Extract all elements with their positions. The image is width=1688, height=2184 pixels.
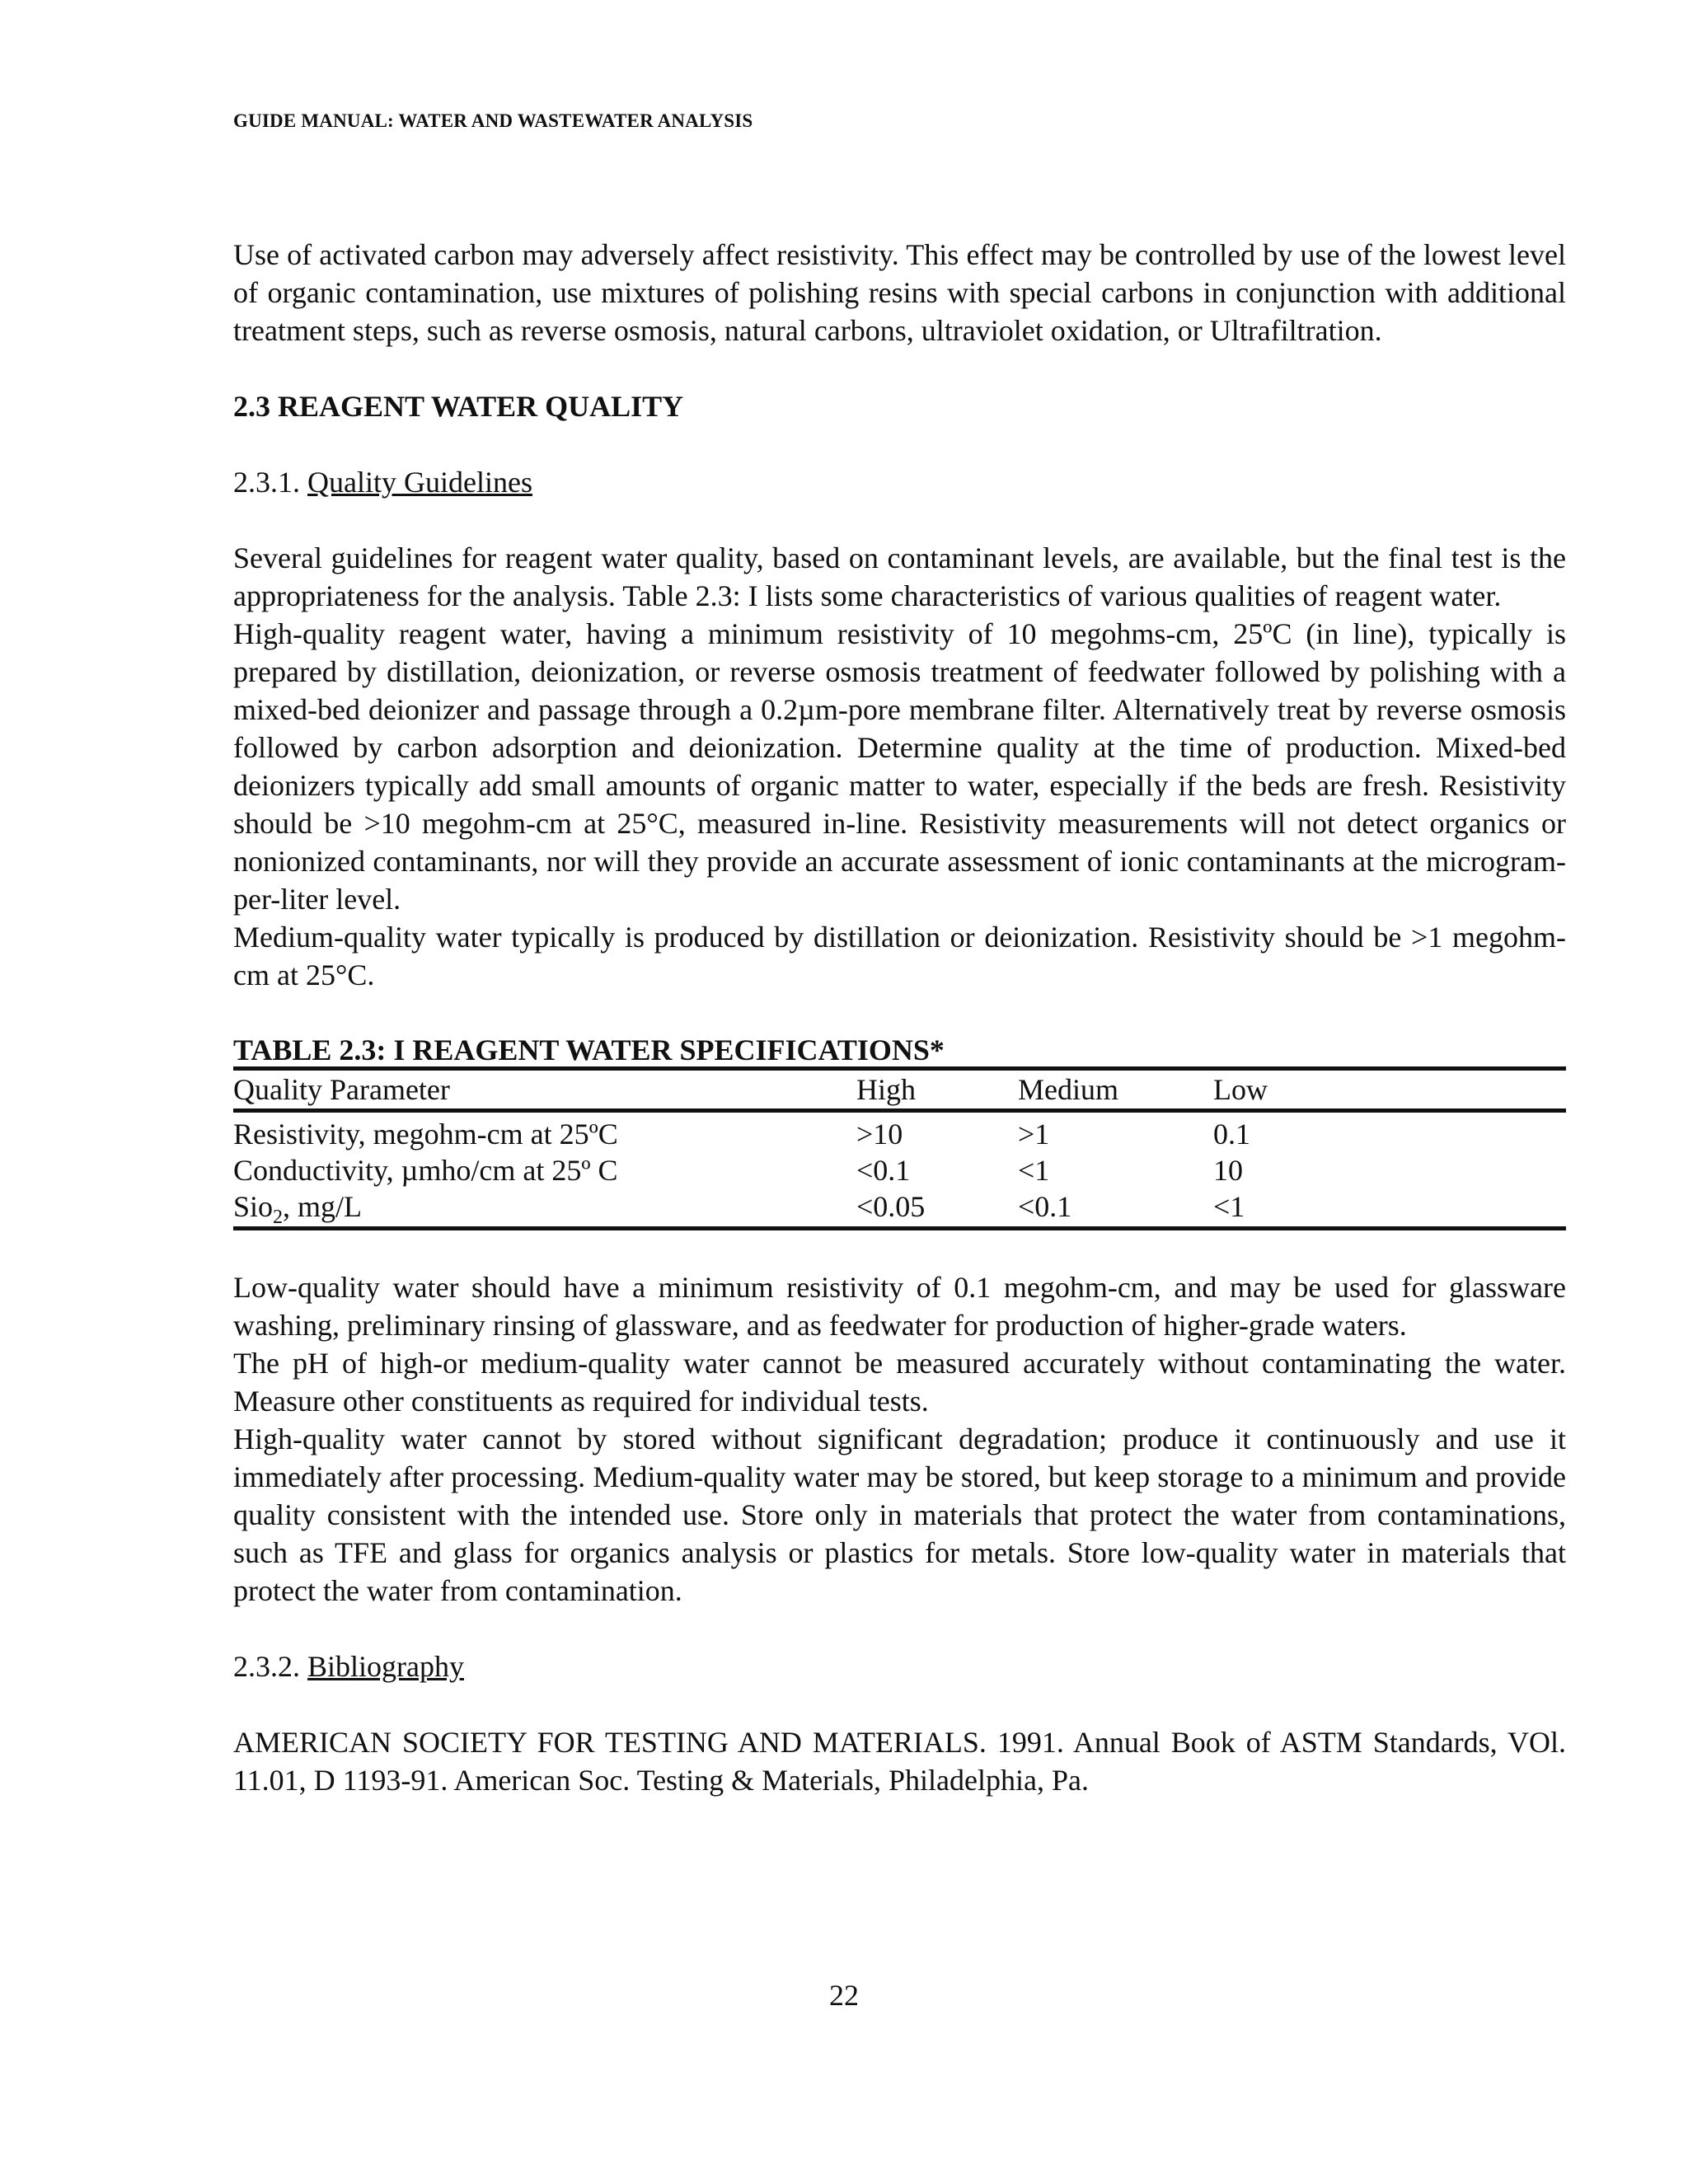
spec-table-block [233, 1033, 1566, 1230]
paragraph-ph: The pH of high-or medium-quality water cannot be measured accurately without contaminating the water. Measure other constituents as required for individual tests. [233, 1347, 1566, 1418]
table-cell-text: Sio [233, 1190, 274, 1223]
table-header-row [233, 1069, 1566, 1111]
table-cell: >10 [856, 1118, 903, 1151]
subsection-number: 2.3.1. [233, 466, 307, 499]
table-cell: 0.1 [1213, 1118, 1250, 1151]
table-cell-suffix: , mg/L [283, 1190, 363, 1223]
table-cell: <0.1 [1018, 1188, 1213, 1229]
table-cell: Resistivity, megohm-cm at 25ºC [233, 1118, 618, 1151]
table-row [233, 1111, 1566, 1153]
running-head: GUIDE MANUAL: WATER AND WASTEWATER ANALYSIS [233, 110, 753, 131]
table-cell: 10 [1213, 1154, 1243, 1187]
paragraph-guidelines: Several guidelines for reagent water quality, based on contaminant levels, are available, but the final test is the appropriateness for the analysis. Table 2.3: I lists some characteristics of various qualities of reagent water. [233, 541, 1566, 612]
table-cell-subscript: 2 [273, 1207, 284, 1229]
table-title: TABLE 2.3: I REAGENT WATER SPECIFICATIONS* [233, 1033, 945, 1066]
subsection-number: 2.3.2. [233, 1650, 307, 1683]
intro-paragraph: Use of activated carbon may adversely affect resistivity. This effect may be controlled by use of the lowest level of organic contamination, use mixtures of polishing resins with special carbons in conjunction with additional treatment steps, such as reverse osmosis, natural carbons, ultraviolet oxidation, or Ultrafiltration. [233, 238, 1566, 347]
table-row [233, 1152, 1566, 1188]
paragraph-low-quality: Low-quality water should have a minimum resistivity of 0.1 megohm-cm, and may be used for glassware washing, preliminary rinsing of glassware, and as feedwater for production of higher-grade waters. [233, 1271, 1566, 1342]
paragraph-medium-quality: Medium-quality water typically is produced by distillation or deionization. Resistivity should be >1 megohm-cm at 25°C. [233, 921, 1566, 991]
table-cell: <0.05 [856, 1188, 1018, 1229]
page-content [233, 236, 1566, 1799]
subsection-heading-quality-guidelines [233, 463, 1566, 501]
section-heading: 2.3 REAGENT WATER QUALITY [233, 390, 684, 423]
table-header-cell: Medium [1018, 1069, 1213, 1111]
paragraph-high-quality: High-quality reagent water, having a minimum resistivity of 10 megohms-cm, 25ºC (in line), typically is prepared by distillation, deionization, or reverse osmosis treatment of feedwater followed by polishing with a mixed-bed deionizer and passage through a 0.2µm-pore membrane filter. Alternatively treat by reverse osmosis followed by carbon adsorption and deionization. Determine quality at the time of production. Mixed-bed deionizers typically add small amounts of organic matter to water, especially if the beds are fresh. Resistivity should be >10 megohm-cm at 25°C, measured in-line. Resistivity measurements will not detect organics or nonionized contaminants, nor will they provide an accurate assessment of ionic contaminants at the microgram-per-liter level. [233, 617, 1566, 916]
page-number: 22 [829, 1979, 859, 2012]
subsection-title: Bibliography [307, 1650, 464, 1683]
table-cell [233, 1188, 856, 1229]
bibliography-reference: AMERICAN SOCIETY FOR TESTING AND MATERIALS. 1991. Annual Book of ASTM Standards, VOl. 11.01, D 1193-91. American Soc. Testing & Materials, Philadelphia, Pa. [233, 1726, 1566, 1797]
table-header-cell: Quality Parameter [233, 1069, 856, 1111]
table-header-cell: High [856, 1069, 1018, 1111]
table-cell: >1 [1018, 1118, 1050, 1151]
table-cell: Conductivity, µmho/cm at 25º C [233, 1154, 618, 1187]
subsection-title: Quality Guidelines [307, 466, 532, 499]
table-cell: <1 [1018, 1154, 1050, 1187]
paragraph-storage: High-quality water cannot by stored without significant degradation; produce it continuously and use it immediately after processing. Medium-quality water may be stored, but keep storage to a minimum and provide quality consistent with the intended use. Store only in materials that protect the water from contaminations, such as TFE and glass for organics analysis or plastics for metals. Store low-quality water in materials that protect the water from contamination. [233, 1422, 1566, 1607]
subsection-heading-bibliography [233, 1647, 1566, 1685]
table-header-cell: Low [1213, 1069, 1566, 1111]
table-row [233, 1188, 1566, 1229]
table-cell: <1 [1213, 1188, 1566, 1229]
spec-table [233, 1066, 1566, 1230]
table-cell: <0.1 [856, 1154, 911, 1187]
